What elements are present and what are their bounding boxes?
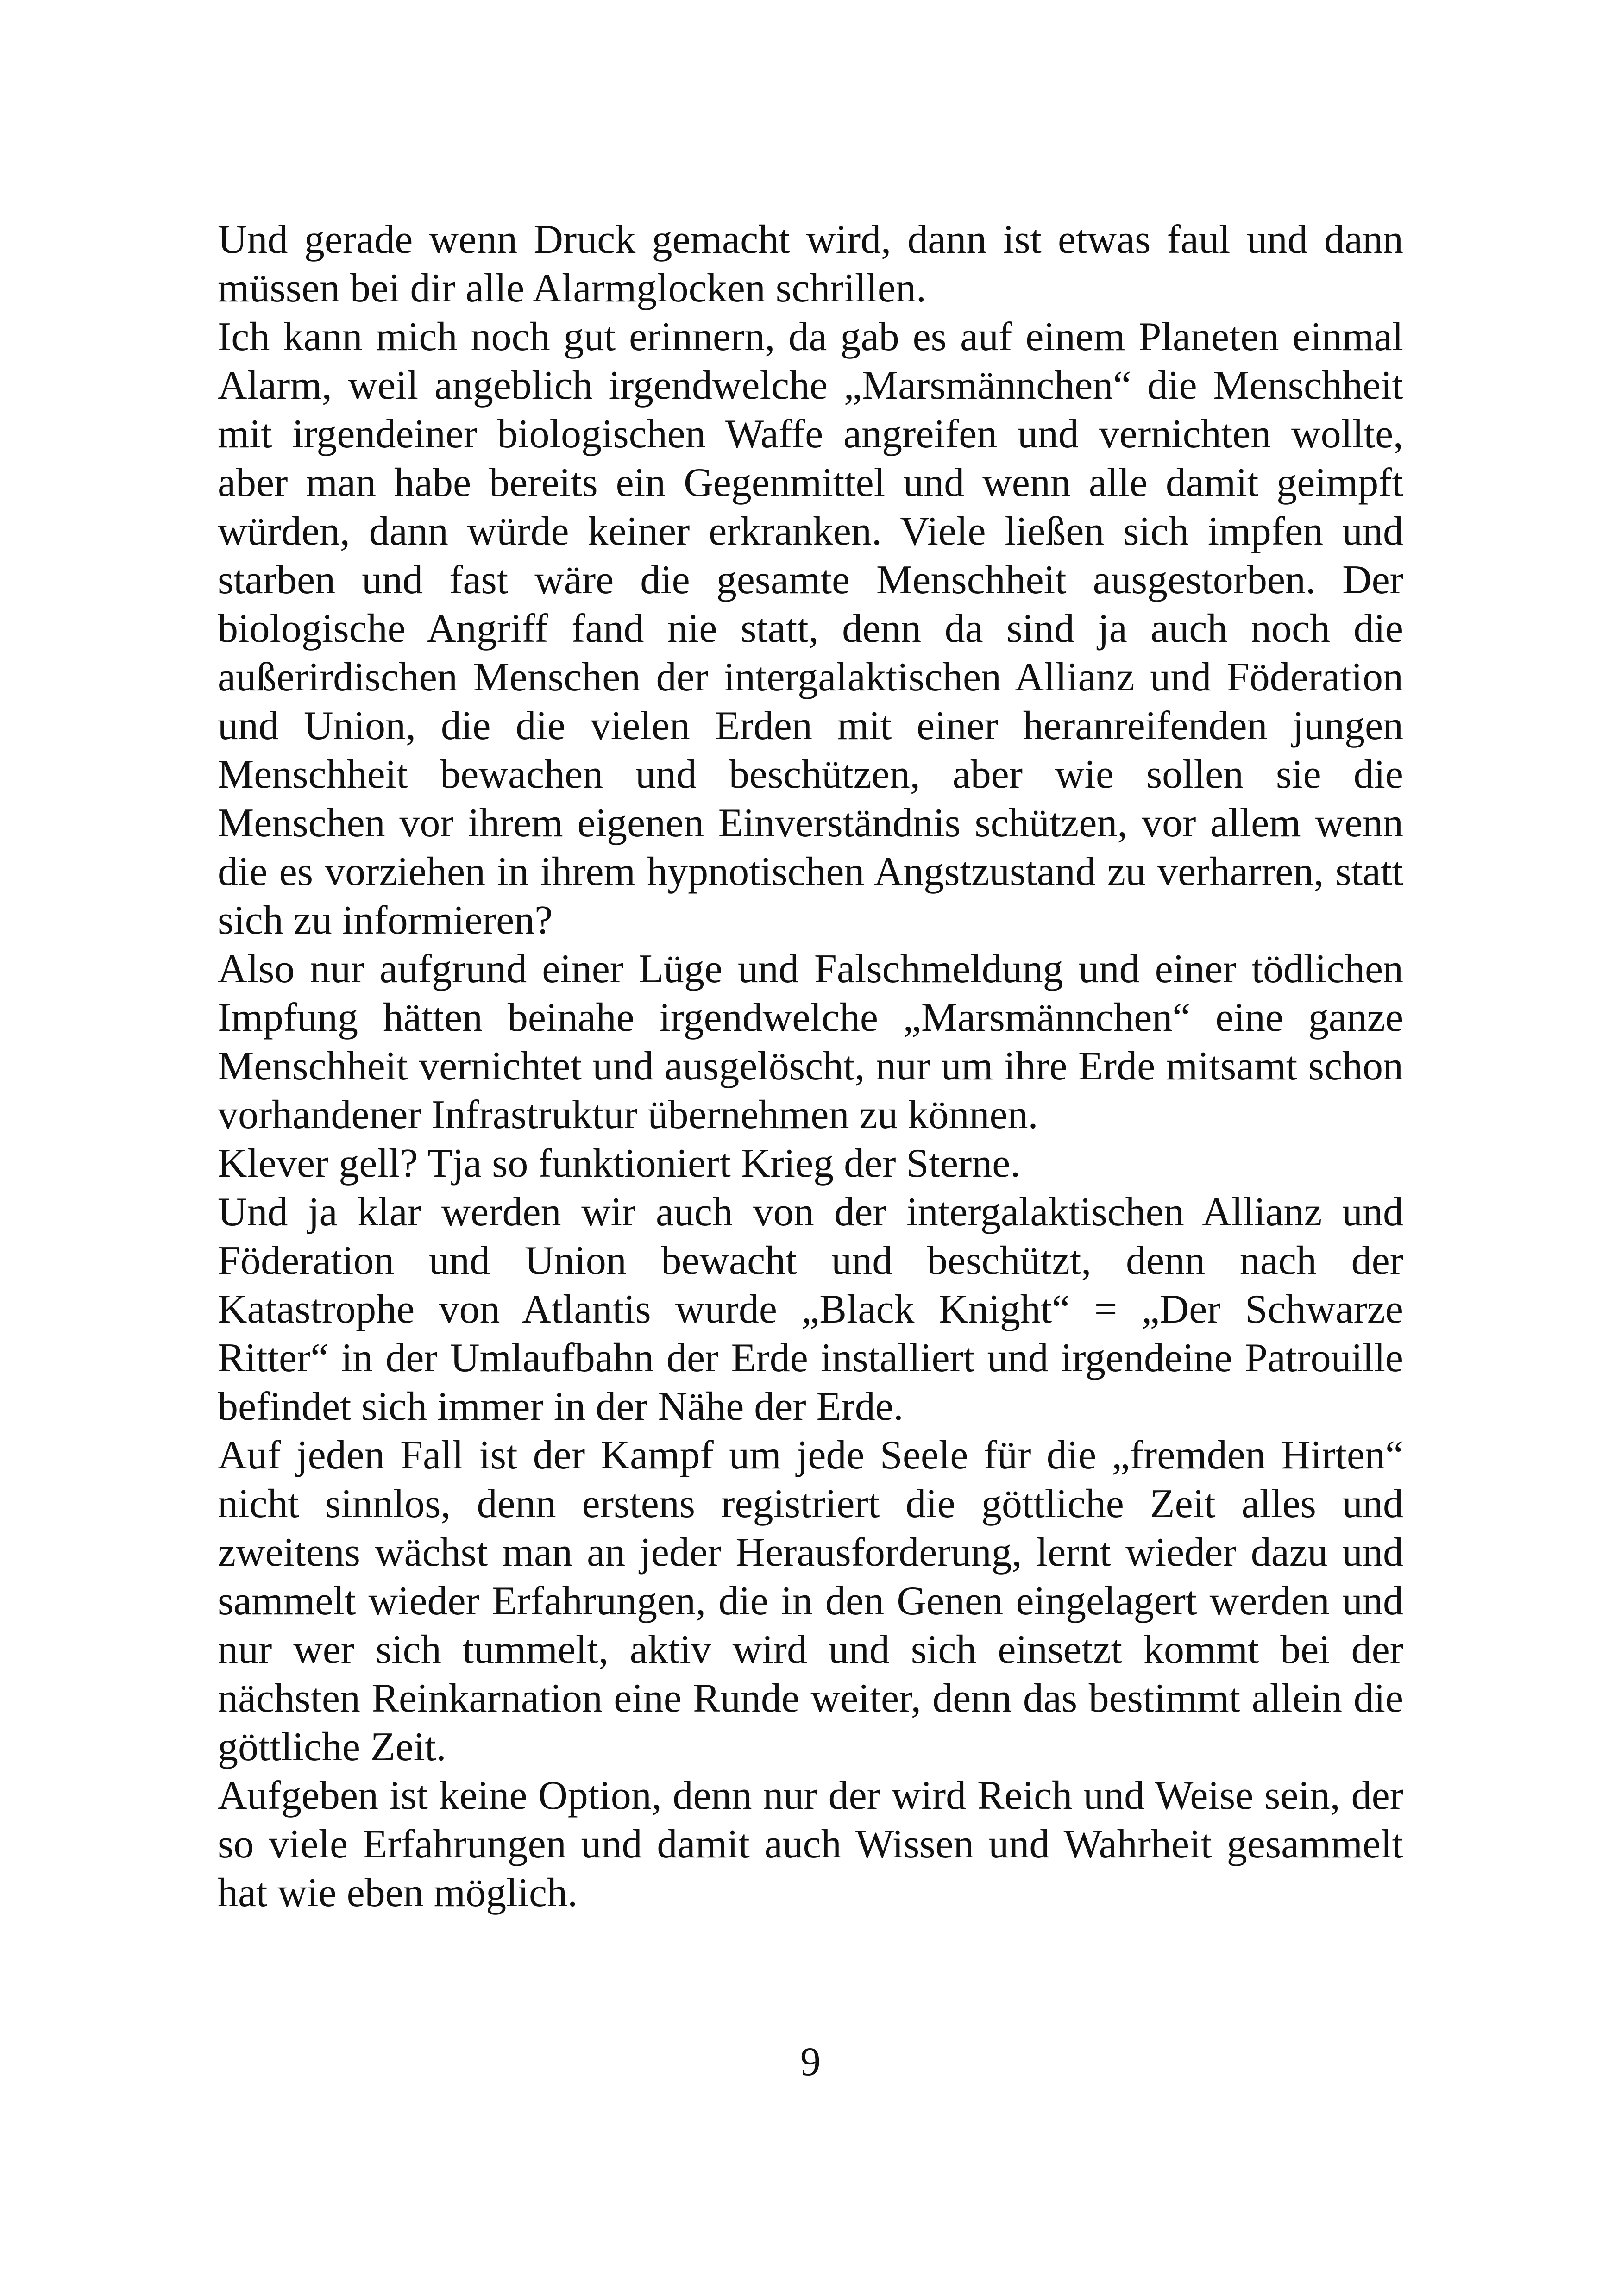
- paragraph-7: Aufgeben ist keine Option, denn nur der wird Reich und Weise sein, der so viele Erfahrungen und damit auch Wissen und Wahrheit gesammelt hat wie eben möglich.: [218, 1773, 1403, 1915]
- paragraph-1: Und gerade wenn Druck gemacht wird, dann ist etwas faul und dann müssen bei dir alle Alarmglocken schrillen.: [218, 217, 1403, 311]
- paragraph-4: Klever gell? Tja so funktioniert Krieg der Sterne.: [218, 1141, 1021, 1186]
- paragraph-3: Also nur aufgrund einer Lüge und Falschmeldung und einer tödlichen Impfung hätten beinahe irgendwelche „Marsmännchen“ eine ganze Menschheit vernichtet und ausgelöscht, nur um ihre Erde mitsamt schon vorhandener Infrastruktur übernehmen zu können.: [218, 947, 1403, 1137]
- body-text: [218, 215, 1403, 1917]
- paragraph-6: Auf jeden Fall ist der Kampf um jede Seele für die „fremden Hirten“ nicht sinnlos, denn erstens registriert die göttliche Zeit alles und zweitens wächst man an jeder Herausforderung, lernt wieder dazu und sammelt wieder Erfahrungen, die in den Genen eingelagert werden und nur wer sich tummelt, aktiv wird und sich einsetzt kommt bei der nächsten Reinkarnation eine Runde weiter, denn das bestimmt allein die göttliche Zeit.: [218, 1433, 1403, 1769]
- paragraph-5: Und ja klar werden wir auch von der intergalaktischen Allianz und Föderation und Union bewacht und beschützt, denn nach der Katastrophe von Atlantis wurde „Black Knight“ = „Der Schwarze Ritter“ in der Umlaufbahn der Erde installiert und irgendeine Patrouille befindet sich immer in der Nähe der Erde.: [218, 1190, 1403, 1429]
- paragraph-2: Ich kann mich noch gut erinnern, da gab es auf einem Planeten einmal Alarm, weil angeblich irgendwelche „Marsmännchen“ die Menschheit mit irgendeiner biologischen Waffe angreifen und vernichten wollte, aber man habe bereits ein Gegenmittel und wenn alle damit geimpft würden, dann würde keiner erkranken. Viele ließen sich impfen und starben und fast wäre die gesamte Menschheit ausgestorben. Der biologische Angriff fand nie statt, denn da sind ja auch noch die außerirdischen Menschen der intergalaktischen Allianz und Föderation und Union, die die vielen Erden mit einer heranreifenden jungen Menschheit bewachen und beschützen, aber wie sollen sie die Menschen vor ihrem eigenen Einverständnis schützen, vor allem wenn die es vorziehen in ihrem hypnotischen Angstzustand zu verharren, statt sich zu informieren?: [218, 314, 1403, 943]
- page-number: 9: [800, 2039, 821, 2084]
